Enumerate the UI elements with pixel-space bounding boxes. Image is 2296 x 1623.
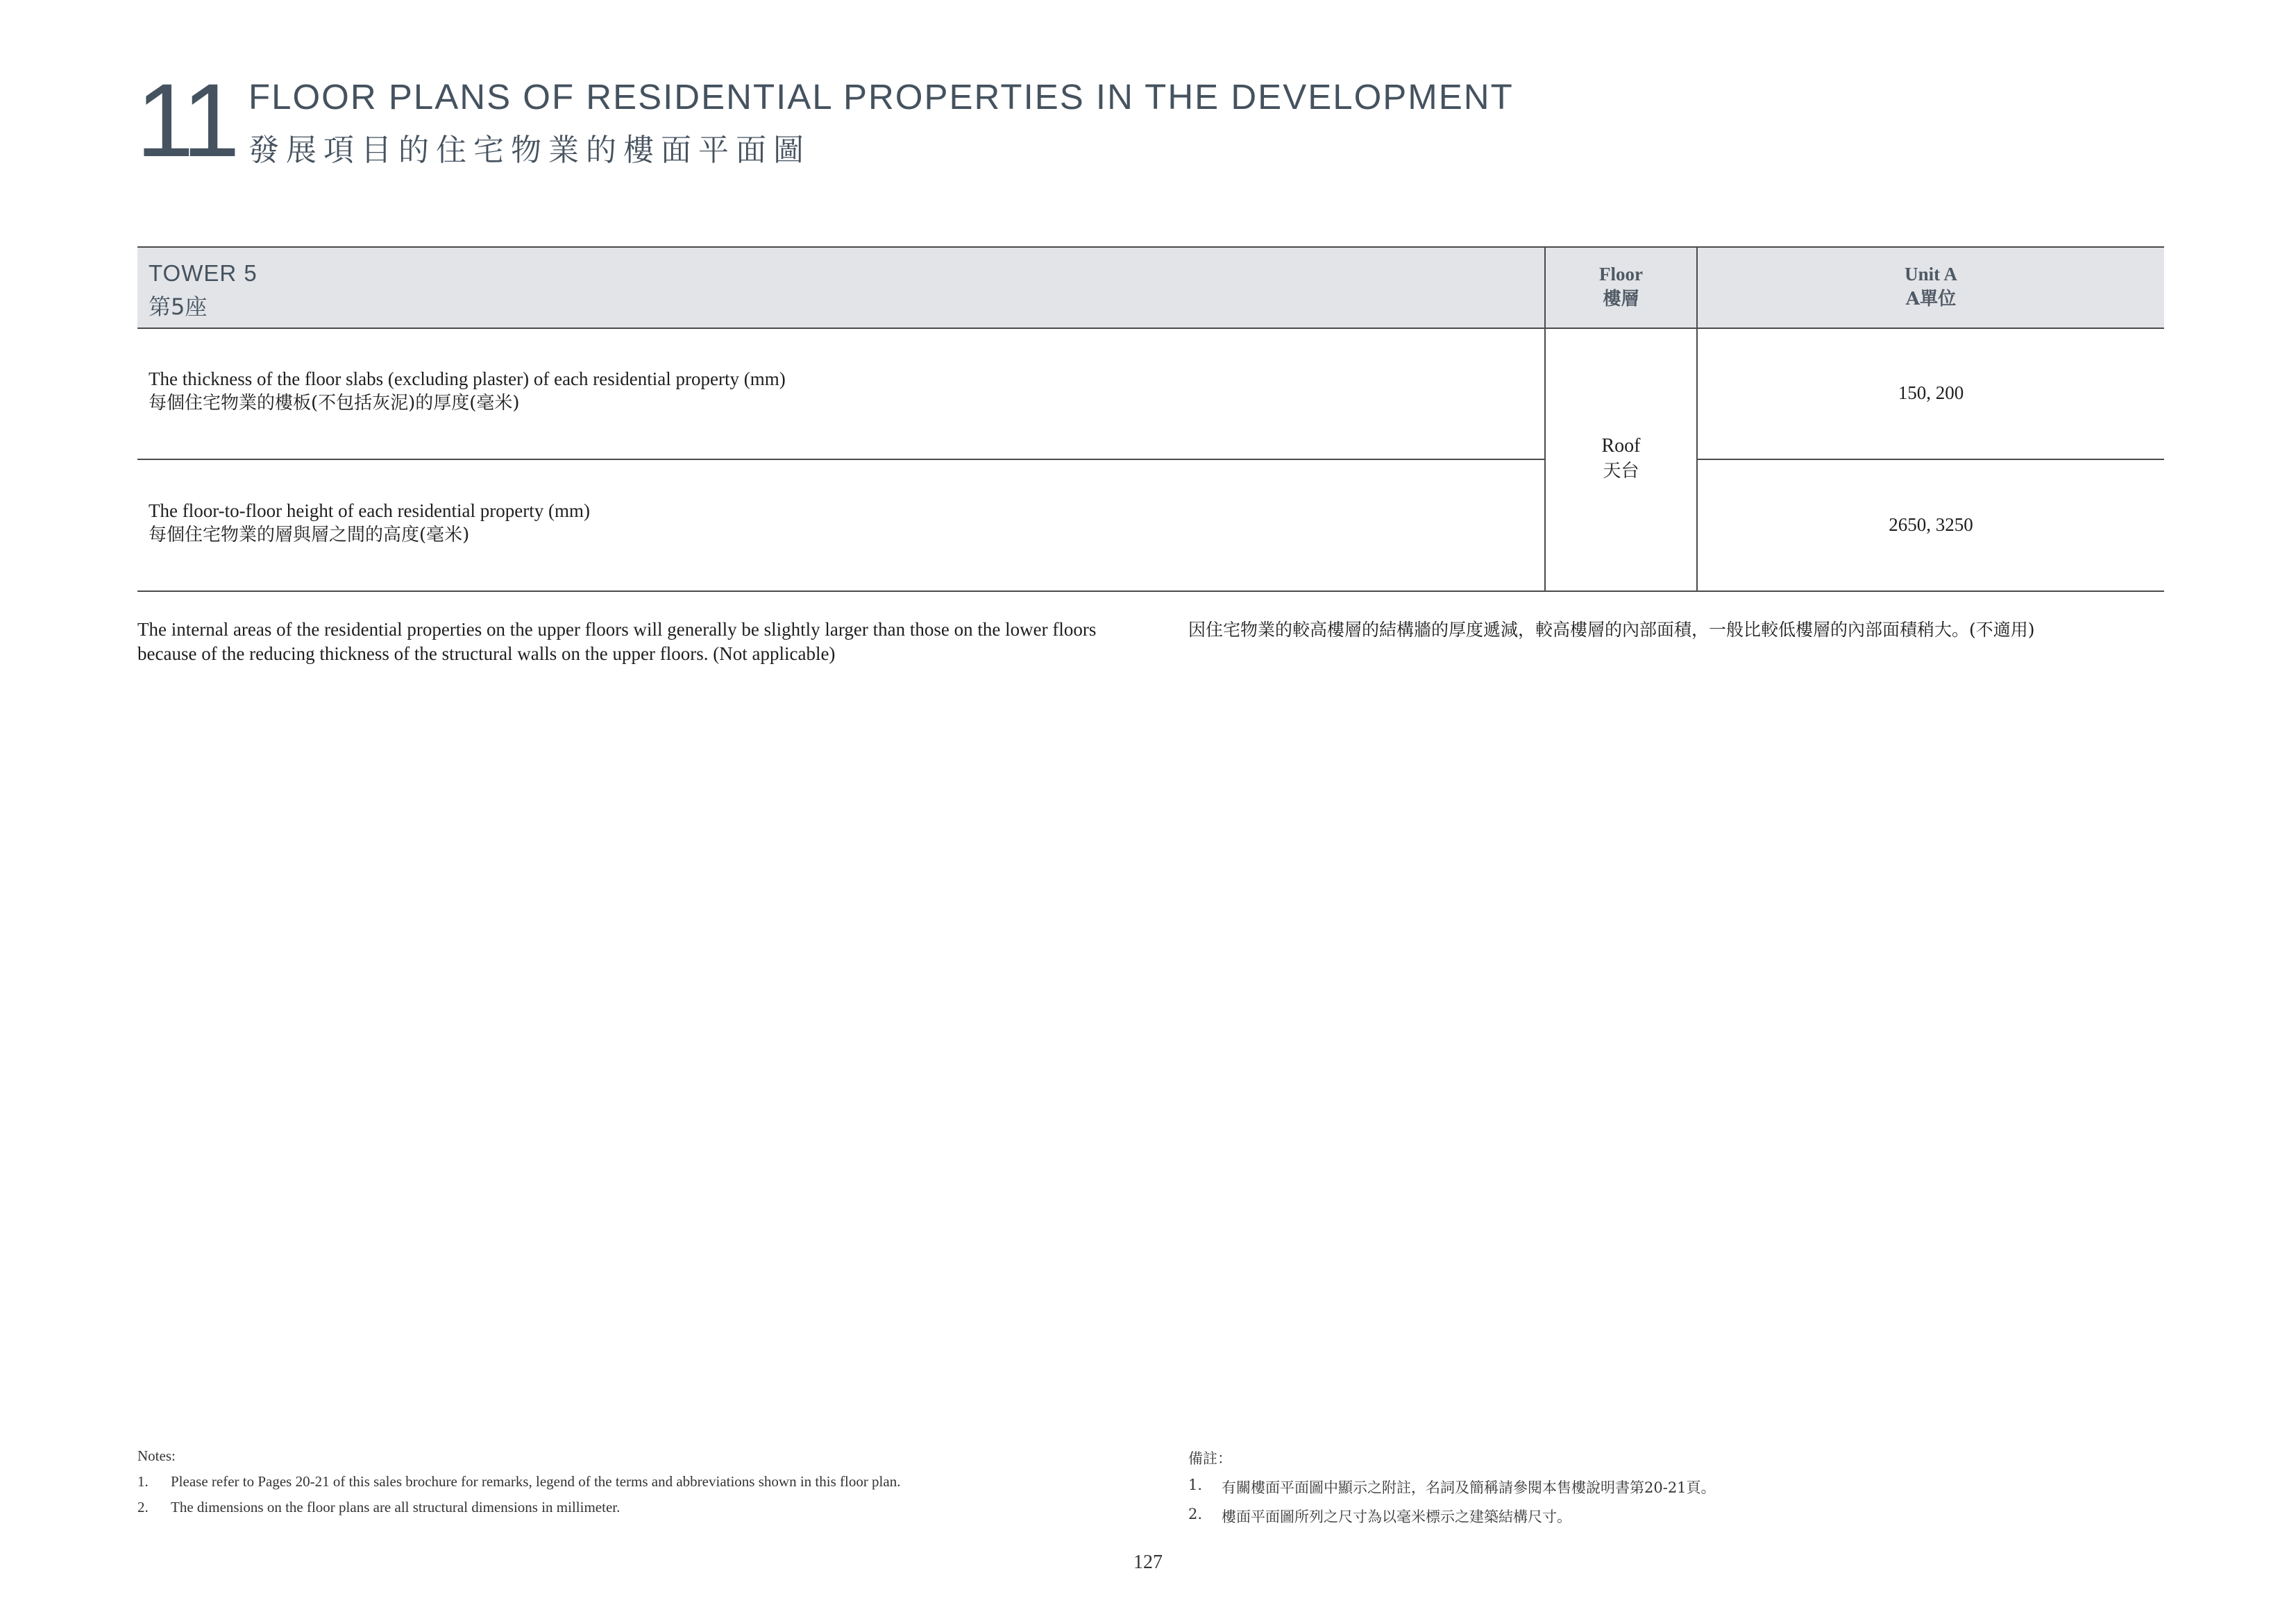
internal-area-note-zh: 因住宅物業的較高樓層的結構牆的厚度遞減，較高樓層的內部面積，一般比較低樓層的內部面積稍大。(不適用) (1188, 620, 2035, 640)
floor-value (1546, 434, 1696, 484)
floor-value-zh: 天台 (1603, 461, 1639, 482)
floor-column-header (1546, 262, 1696, 312)
note-text: The dimensions on the floor plans are all structural dimensions in millimeter. (171, 1499, 621, 1515)
floor-height-label-zh: 每個住宅物業的層與層之間的高度(毫米) (149, 525, 470, 545)
floor-value-en: Roof (1601, 435, 1641, 457)
note-item-zh (1188, 1477, 1716, 1497)
note-text-zh: 有關樓面平面圖中顯示之附註，名詞及簡稱請參閱本售樓說明書第20-21頁。 (1222, 1479, 1716, 1496)
floor-header-en: Floor (1599, 264, 1643, 284)
note-item (137, 1499, 900, 1516)
table-rule (1697, 459, 2164, 460)
notes-heading: Notes: (137, 1447, 176, 1464)
floor-height-label-en: The floor-to-floor height of each residential property (mm) (149, 500, 590, 521)
slab-thickness-label-zh: 每個住宅物業的樓板(不包括灰泥)的厚度(毫米) (149, 393, 520, 414)
note-number: 2. (137, 1499, 149, 1515)
page-number: 127 (1133, 1552, 1163, 1573)
notes-en (137, 1447, 900, 1524)
note-text-zh: 樓面平面圖所列之尺寸為以毫米標示之建築結構尺寸。 (1222, 1509, 1571, 1525)
tower-label: TOWER 5 (149, 260, 258, 286)
note-number: 1. (137, 1473, 149, 1490)
slab-thickness-value: 150, 200 (1898, 382, 1964, 403)
note-item (137, 1473, 900, 1490)
spec-table (137, 246, 2164, 592)
page-title-en: FLOOR PLANS OF RESIDENTIAL PROPERTIES IN THE DEVELOPMENT (248, 77, 1514, 117)
table-rule (137, 459, 1544, 460)
note-text: Please refer to Pages 20-21 of this sales brochure for remarks, legend of the terms and abbreviations shown in this floor plan. (171, 1473, 901, 1490)
slab-thickness-label-en: The thickness of the floor slabs (excluding plaster) of each residential property (mm) (149, 368, 786, 389)
slab-thickness-label (149, 367, 786, 416)
page-title-zh: 發展項目的住宅物業的樓面平面圖 (248, 133, 811, 168)
notes-heading-zh: 備註： (1188, 1450, 1232, 1467)
internal-area-note-en: The internal areas of the residential properties on the upper floors will generally be slightly larger than those on the lower floors because of the reducing thickness of the structural walls on the upper floors. (Not applicable) (137, 619, 1097, 664)
unit-column-header (1698, 262, 2164, 312)
unit-header-zh: A單位 (1905, 289, 1957, 309)
note-number: 1. (1188, 1477, 1203, 1493)
floor-height-label (149, 499, 590, 547)
note-item-zh (1188, 1506, 1716, 1527)
table-rule (137, 590, 2164, 592)
floor-header-zh: 樓層 (1603, 289, 1639, 309)
table-rule (137, 246, 2164, 248)
unit-header-en: Unit A (1905, 264, 1957, 284)
table-rule (137, 328, 2164, 329)
note-number: 2. (1188, 1506, 1203, 1522)
notes-zh (1188, 1447, 1716, 1535)
floor-height-value: 2650, 3250 (1889, 514, 1973, 535)
tower-label-zh: 第5座 (149, 294, 208, 320)
section-number: 11 (136, 62, 236, 178)
